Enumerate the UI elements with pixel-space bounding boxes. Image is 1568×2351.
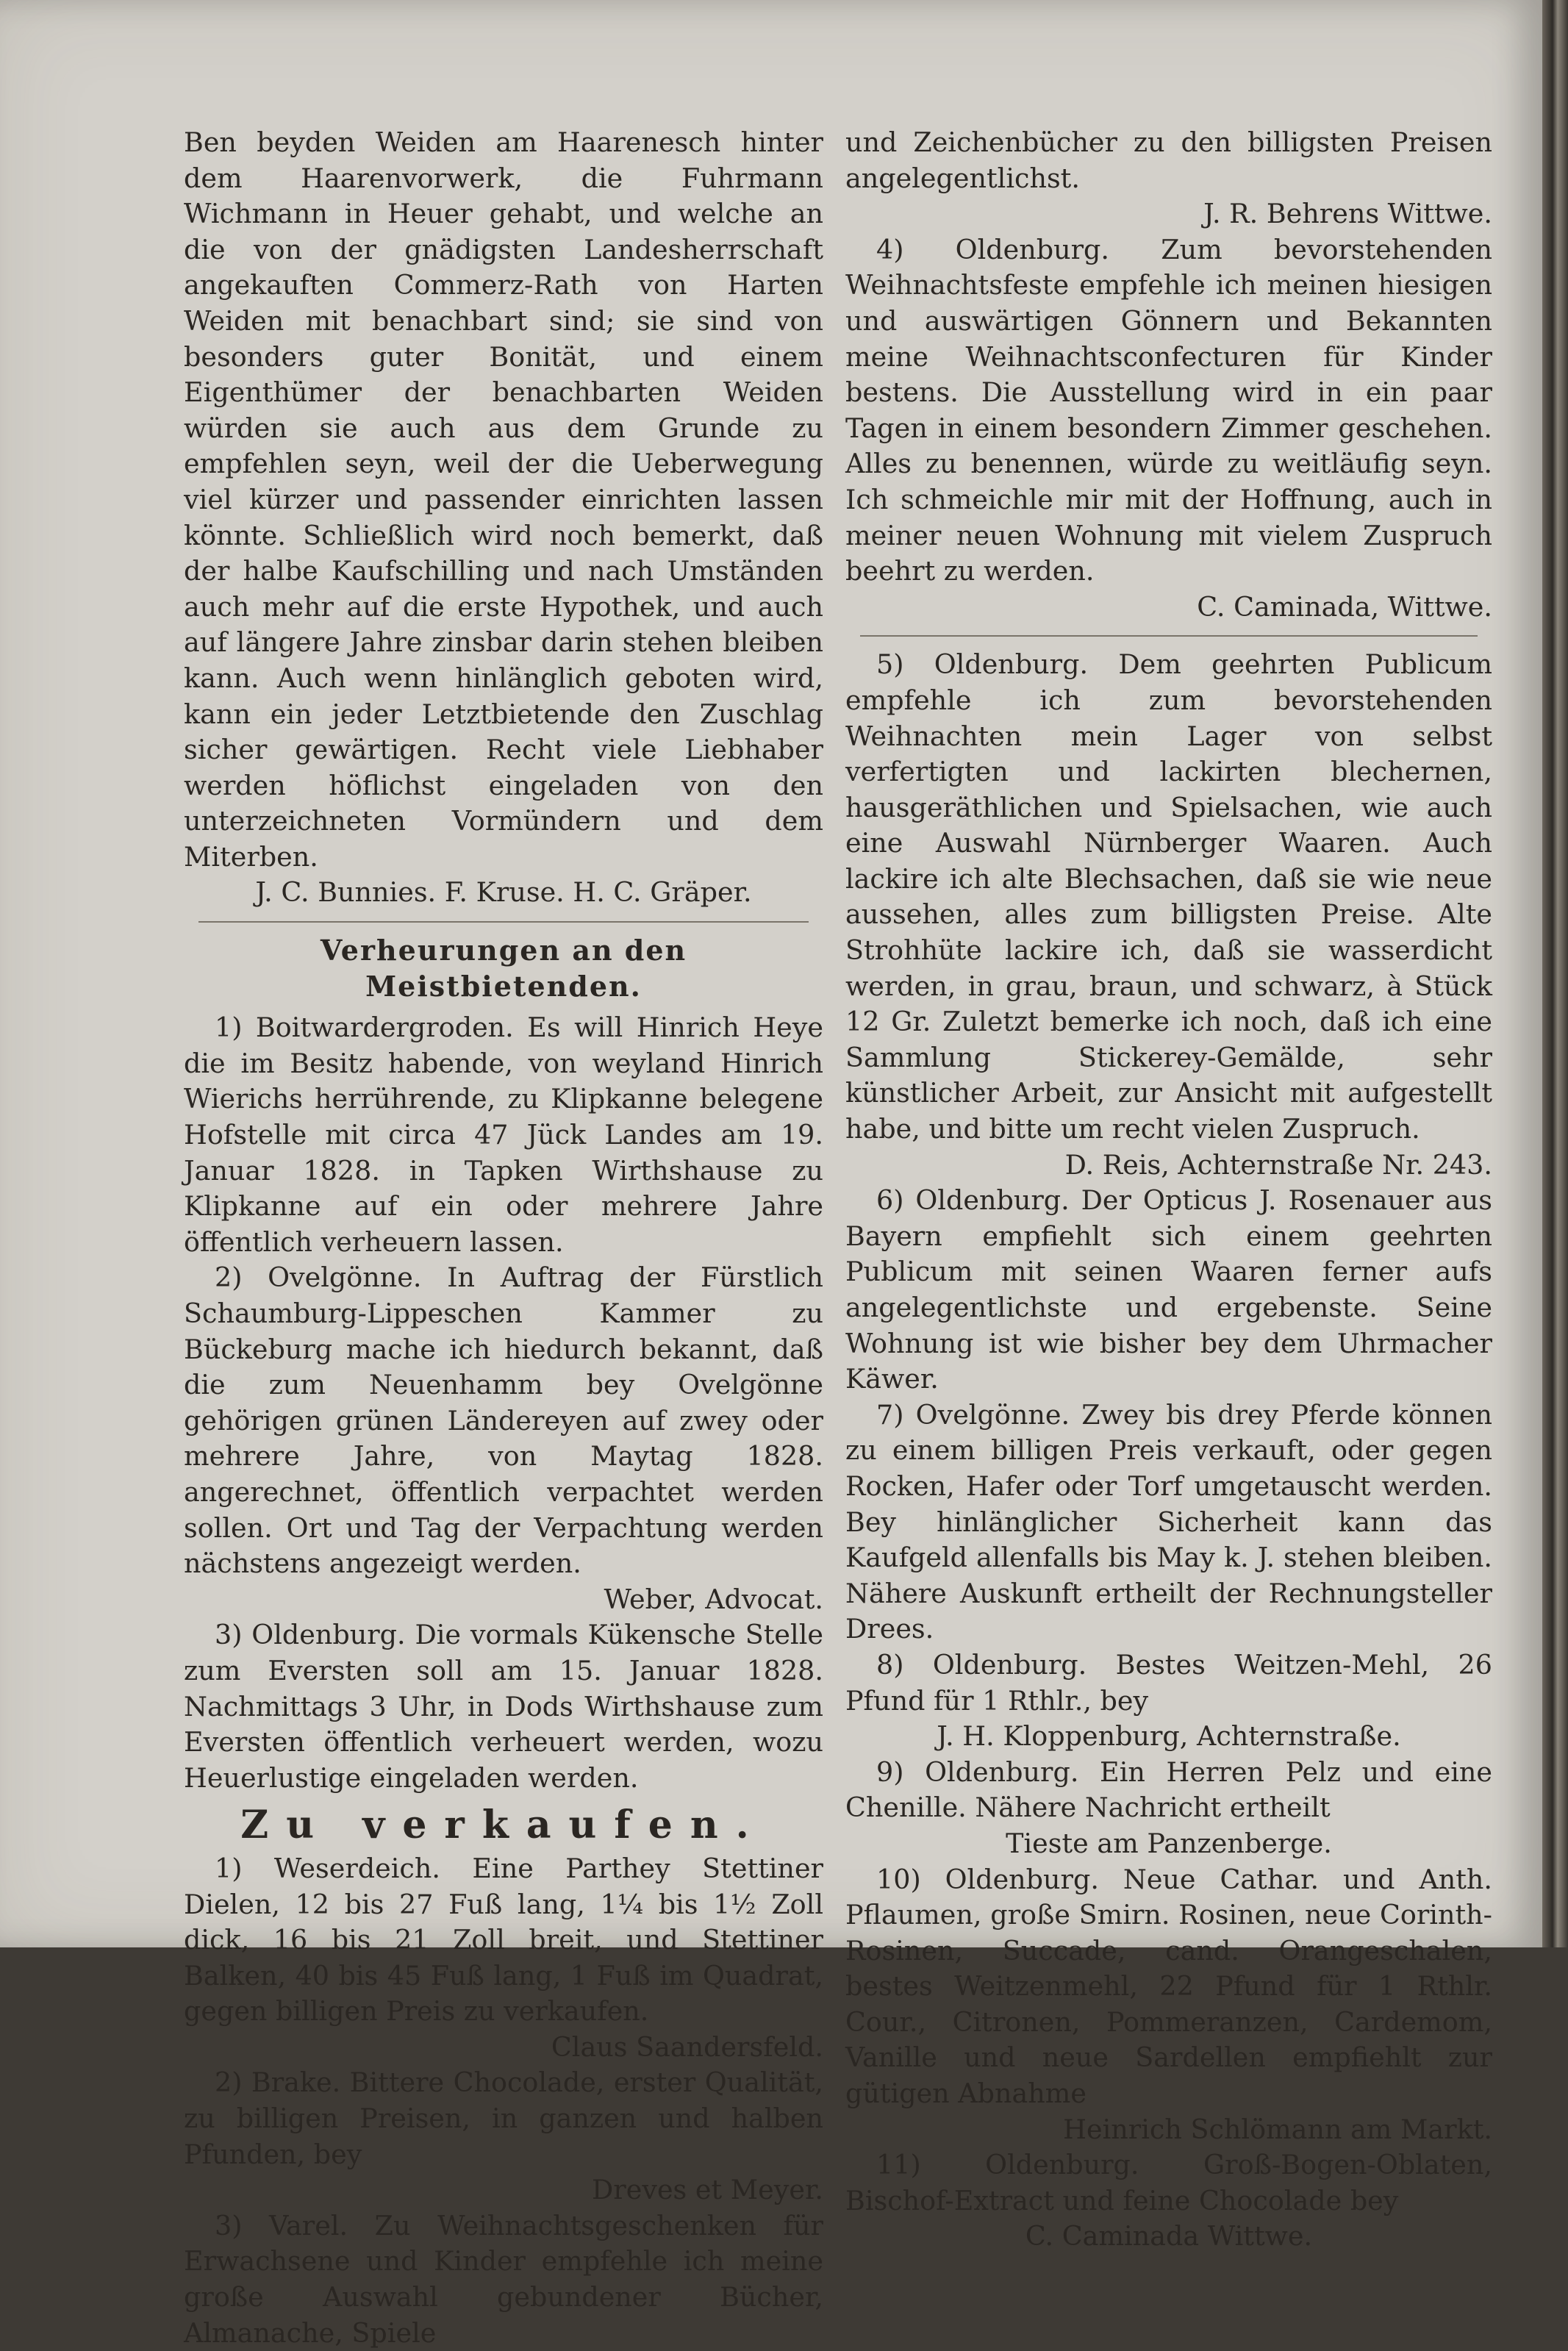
left-column xyxy=(184,125,823,2351)
listing-signature: J. H. Kloppenburg, Achternstraße. xyxy=(937,1720,1401,1753)
listing-signature: C. Caminada, Wittwe. xyxy=(1197,590,1492,623)
intro-signature: J. C. Bunnies. F. Kruse. H. C. Gräper. xyxy=(255,876,752,909)
right-column xyxy=(845,125,1492,2255)
listing-item: 7) Ovelgönne. Zwey bis drey Pferde können zu einem billigen Preis verkauft, oder gegen Rocken, Hafer oder Torf umgetauscht werden. Bey hinlänglicher Sicherheit kann das Kaufgeld allenfalls bis May k. J. stehen bleiben. Nähere Auskunft ertheilt der Rechnungsteller Drees. xyxy=(845,1398,1492,1645)
item-divider xyxy=(860,635,1478,637)
listing-item: 10) Oldenburg. Neue Cathar. und Anth. Pflaumen, große Smirn. Rosinen, neue Corinth-Rosinen, Succade, cand. Orangeschalen, bestes Weitzenmehl, 22 Pfund für 1 Rthlr. Cour., Citronen, Pommeranzen, Cardemom, Vanille und neue Sardellen empfiehlt zur gütigen Abnahme xyxy=(845,1863,1492,2110)
listing-ovelgoenne-pacht: 2) Ovelgönne. In Auftrag der Fürstlich Schaumburg-Lippeschen Kammer zu Bückeburg mache ich hiedurch bekannt, daß die zum Neuenhamm bey Ovelgönne gehörigen grünen Ländereyen auf zwey oder mehrere Jahre, von Maytag 1828. angerechnet, öffentlich verpachtet werden sollen. Ort und Tag der Verpachtung werden nächstens angezeigt werden. xyxy=(184,1262,823,1580)
section-heading-verheurungen: Verheurungen an den Meistbietenden. xyxy=(320,934,687,1003)
section-heading-zu-verkaufen: Zu verkaufen. xyxy=(240,1803,767,1848)
listing-boitwardergroden: 1) Boitwardergroden. Es will Hinrich Heye die im Besitz habende, von weyland Hinrich Wierichs herrührende, zu Klipkanne belegene Hofstelle mit circa 47 Jück Landes am 19. Januar 1828. in Tapken Wirthshause zu Klipkanne auf ein oder mehrere Jahre öffentlich verheuern lassen. xyxy=(184,1012,823,1258)
intro-paragraph: Ben beyden Weiden am Haarenesch hinter dem Haarenvorwerk, die Fuhrmann Wichmann in Heuer gehabt, und welche an die von der gnädigsten Landesherrschaft angekauften Commerz-Rath von Harten Weiden mit benachbart sind; sie sind von besonders guter Bonität, und einem Eigenthümer der benachbarten Weiden würden sie auch aus dem Grunde zu empfehlen seyn, weil der die Ueberwegung viel kürzer und passender einrichten lassen könnte. Schließlich wird noch bemerkt, daß der halbe Kaufschilling und nach Umständen auch mehr auf die erste Hypothek, und auch auf längere Jahre zinsbar darin stehen bleiben kann. Auch wenn hinlänglich geboten wird, kann ein jeder Letztbietende den Zuschlag sicher gewärtigen. Recht viele Liebhaber werden höflichst eingeladen von den unterzeichneten Vormündern und dem Miterben. xyxy=(184,126,823,873)
listing-item: 5) Oldenburg. Dem geehrten Publicum empfehle ich zum bevorstehenden Weihnachten mein Lager von selbst verfertigten und lackirten blechernen, hausgeräthlichen und Spielsachen, wie auch eine Auswahl Nürnberger Waaren. Auch lackire ich alte Blechsachen, daß sie wie neue aussehen, alles zum billigsten Preise. Alte Strohhüte lackire ich, daß sie wasserdicht werden, in grau, braun, und schwarz, à Stück 12 Gr. Zuletzt bemerke ich noch, daß ich eine Sammlung Stickerey-Gemälde, sehr künstlicher Arbeit, zur Ansicht mit aufgestellt habe, und bitte um recht vielen Zuspruch. xyxy=(845,648,1492,1145)
listing-item: 11) Oldenburg. Groß-Bogen-Oblaten, Bischof-Extract und feine Chocolade bey xyxy=(845,2149,1492,2216)
listing-weserdeich: 1) Weserdeich. Eine Parthey Stettiner Dielen, 12 bis 27 Fuß lang, 1¼ bis 1½ Zoll dick, 16 bis 21 Zoll breit, und Stettiner Balken, 40 bis 45 Fuß lang, 1 Fuß im Quadrat, gegen billigen Preis zu verkaufen. xyxy=(184,1852,823,2028)
continuation-paragraph: und Zeichenbücher zu den billigsten Preisen angelegentlichst. xyxy=(845,126,1492,194)
listing-signature: C. Caminada Wittwe. xyxy=(1025,2220,1313,2252)
listing-signature: D. Reis, Achternstraße Nr. 243. xyxy=(1064,1148,1492,1181)
listing-item: 4) Oldenburg. Zum bevorstehenden Weihnachtsfeste empfehle ich meinen hiesigen und auswärtigen Gönnern und Bekannten meine Weihnachtsconfecturen für Kinder bestens. Die Ausstellung wird in ein paar Tagen in einem besondern Zimmer geschehen. Alles zu benennen, würde zu weitläufig seyn. Ich schmeichle mir mit der Hoffnung, auch in meiner neuen Wohnung mit vielem Zuspruch beehrt zu werden. xyxy=(845,233,1492,587)
listing-signature: Tieste am Panzenberge. xyxy=(1006,1827,1332,1859)
listing-signature: Heinrich Schlömann am Markt. xyxy=(1063,2113,1492,2145)
listing-signature: J. R. Behrens Wittwe. xyxy=(1203,198,1492,230)
listing-varel: 3) Varel. Zu Weihnachtsgeschenken für Erwachsene und Kinder empfehle ich meine große Auswahl gebundener Bücher, Almanache, Spiele xyxy=(184,2209,823,2349)
listing-item: 6) Oldenburg. Der Opticus J. Rosenauer aus Bayern empfiehlt sich einem geehrten Publicum mit seinen Waaren ferner aufs angelegentlichste und ergebenste. Seine Wohnung ist wie bisher bey dem Uhrmacher Käwer. xyxy=(845,1184,1492,1395)
listing-signature: Claus Saandersfeld. xyxy=(551,2030,823,2063)
listing-signature: Dreves et Meyer. xyxy=(592,2174,823,2206)
listing-item: 9) Oldenburg. Ein Herren Pelz und eine Chenille. Nähere Nachricht ertheilt xyxy=(845,1756,1492,1824)
section-divider xyxy=(198,921,809,923)
binding-edge xyxy=(1542,0,1568,1947)
listing-oldenburg-eversten: 3) Oldenburg. Die vormals Kükensche Stelle zum Eversten soll am 15. Januar 1828. Nachmittags 3 Uhr, in Dods Wirthshause zum Eversten öffentlich verheuert werden, wozu Heuerlustige eingeladen werden. xyxy=(184,1619,823,1794)
listing-item: 8) Oldenburg. Bestes Weitzen-Mehl, 26 Pfund für 1 Rthlr., bey xyxy=(845,1648,1492,1717)
listing-brake: 2) Brake. Bittere Chocolade, erster Qualität, zu billigen Preisen, in ganzen und halben Pfunden, bey xyxy=(184,2066,823,2170)
listing-signature: Weber, Advocat. xyxy=(604,1583,823,1615)
